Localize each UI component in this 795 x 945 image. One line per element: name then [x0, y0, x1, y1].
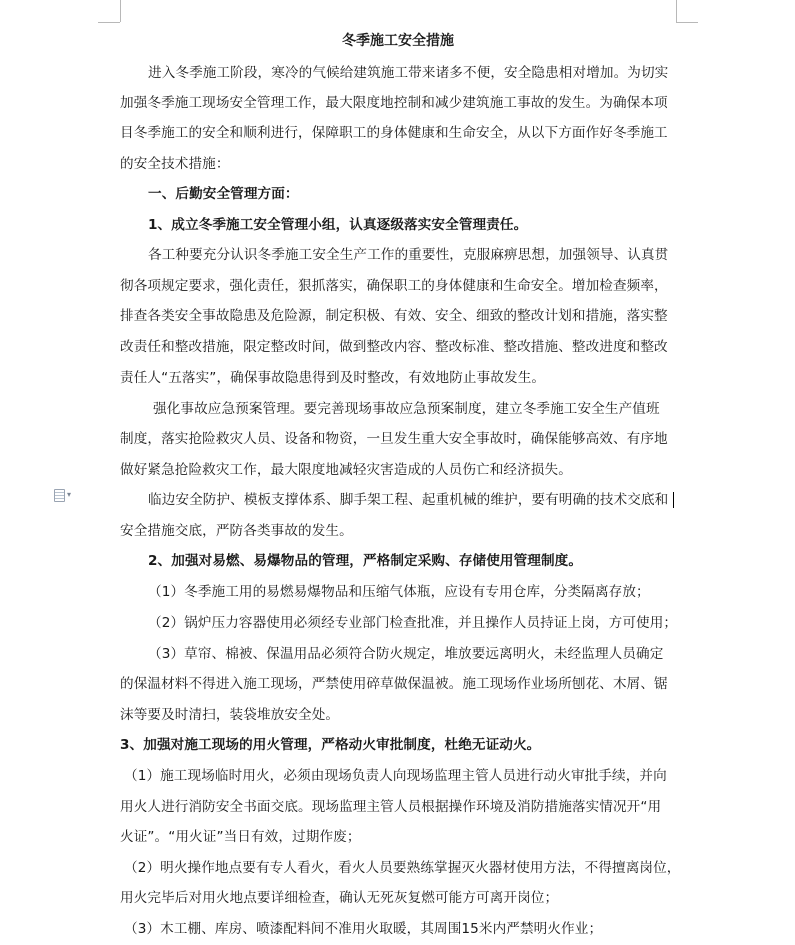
text-line[interactable]: 制度，落实抢险救灾人员、设备和物资，一旦发生重大安全事故时，确保能够高效、有序地 — [120, 431, 668, 447]
document-icon — [54, 489, 65, 502]
subsection-heading[interactable]: 1、成立冬季施工安全管理小组，认真逐级落实安全管理责任。 — [148, 217, 528, 233]
text-line[interactable]: 沫等要及时清扫，装袋堆放安全处。 — [120, 707, 340, 723]
text-line[interactable]: 进入冬季施工阶段，寒冷的气候给建筑施工带来诸多不便，安全隐患相对增加。为切实 — [148, 65, 669, 81]
text-line[interactable]: 排查各类安全事故隐患及危险源，制定积极、有效、安全、细致的整改计划和措施，落实整 — [120, 308, 668, 324]
document-title[interactable]: 冬季施工安全措施 — [342, 33, 454, 49]
text-line[interactable]: 彻各项规定要求，强化责任，狠抓落实，确保职工的身体健康和生命安全。增加检查频率， — [120, 278, 668, 294]
document-paste-icon[interactable] — [54, 486, 80, 504]
text-line[interactable]: （3）草帘、棉被、保温用品必须符合防火规定，堆放要远离明火，未经监理人员确定 — [148, 646, 664, 662]
text-line[interactable]: 的安全技术措施： — [120, 156, 230, 172]
text-line[interactable]: 各工种要充分认识冬季施工安全生产工作的重要性，克服麻痹思想，加强领导、认真贯 — [148, 247, 669, 263]
text-line[interactable]: 的保温材料不得进入施工现场，严禁使用碎草做保温被。施工现场作业场所刨花、木屑、锯 — [120, 676, 668, 692]
text-line[interactable]: （2）明火操作地点要有专人看火，看火人员要熟练掌握灭火器材使用方法，不得擅离岗位， — [124, 860, 681, 876]
chevron-down-icon: ▾ — [67, 490, 72, 499]
subsection-heading[interactable]: 3、加强对施工现场的用火管理，严格动火审批制度，杜绝无证动火。 — [120, 737, 541, 753]
text-line[interactable]: 责任人“五落实”，确保事故隐患得到及时整改，有效地防止事故发生。 — [120, 370, 546, 386]
text-line[interactable]: 用火人进行消防安全书面交底。现场监理主管人员根据操作环境及消防措施落实情况开“用 — [120, 799, 662, 815]
crop-mark-top-left-vertical — [120, 0, 121, 22]
crop-mark-top-right — [676, 22, 698, 23]
text-line[interactable]: （1）施工现场临时用火，必须由现场负责人向现场监理主管人员进行动火审批手续，并向 — [124, 768, 667, 784]
text-line[interactable]: 火证”。“用火证”当日有效，过期作废； — [120, 829, 361, 845]
text-line[interactable]: （3）木工棚、库房、喷漆配料间不准用火取暖，其周围15米内严禁明火作业； — [124, 921, 603, 937]
crop-mark-top-right-vertical — [676, 0, 677, 22]
text-line[interactable]: 安全措施交底，严防各类事故的发生。 — [120, 523, 353, 539]
text-cursor — [673, 492, 674, 508]
text-line[interactable]: （1）冬季施工用的易燃易爆物品和压缩气体瓶，应设有专用仓库，分类隔离存放； — [148, 584, 650, 600]
section-heading[interactable]: 一、后勤安全管理方面： — [148, 186, 299, 202]
text-line[interactable]: 改责任和整改措施，限定整改时间，做到整改内容、整改标准、整改措施、整改进度和整改 — [120, 339, 668, 355]
crop-mark-top-left — [98, 22, 120, 23]
text-line[interactable]: 目冬季施工的安全和顺利进行，保障职工的身体健康和生命安全，从以下方面作好冬季施工 — [120, 125, 668, 141]
text-line[interactable]: 加强冬季施工现场安全管理工作，最大限度地控制和减少建筑施工事故的发生。为确保本项 — [120, 95, 668, 111]
text-line[interactable]: 强化事故应急预案管理。要完善现场事故应急预案制度，建立冬季施工安全生产值班 — [153, 401, 660, 417]
text-line[interactable]: 用火完毕后对用火地点要详细检查，确认无死灰复燃可能方可离开岗位； — [120, 890, 559, 906]
subsection-heading[interactable]: 2、加强对易燃、易爆物品的管理，严格制定采购、存储使用管理制度。 — [148, 553, 583, 569]
text-line[interactable]: （2）锅炉压力容器使用必须经专业部门检查批准，并且操作人员持证上岗，方可使用； — [148, 615, 678, 631]
text-line[interactable]: 临边安全防护、模板支撑体系、脚手架工程、起重机械的维护，要有明确的技术交底和 — [148, 492, 669, 508]
text-line[interactable]: 做好紧急抢险救灾工作，最大限度地减轻灾害造成的人员伤亡和经济损失。 — [120, 462, 572, 478]
